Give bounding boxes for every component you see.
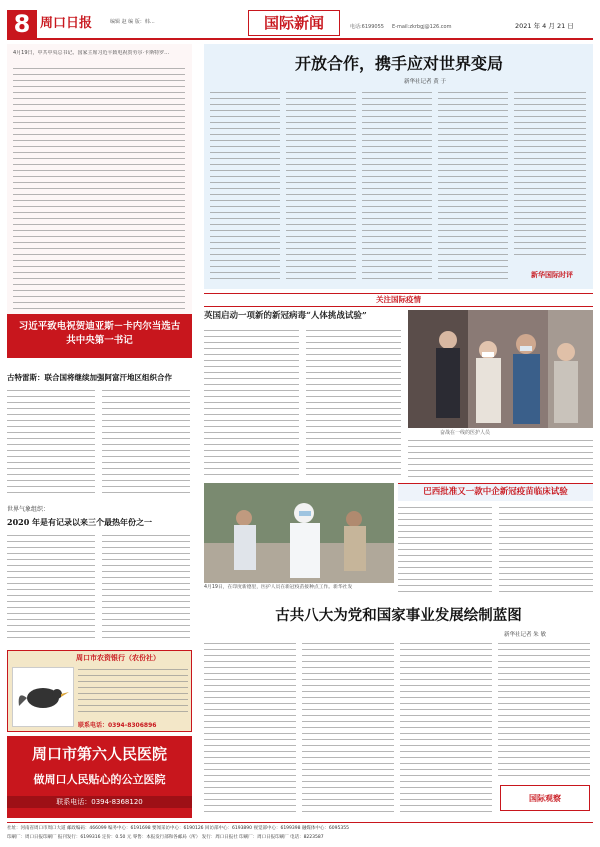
lead-article-col-4 xyxy=(438,92,508,282)
weather-article-col-1 xyxy=(7,535,95,643)
lead-article xyxy=(204,44,593,289)
weather-article xyxy=(7,505,192,645)
uk-article-title: 英国启动一项新的新冠病毒“人体挑战试验” xyxy=(204,311,367,321)
lead-article-col-1 xyxy=(210,92,280,282)
brazil-article-col-1 xyxy=(398,507,492,597)
lead-article-col-5 xyxy=(514,92,586,262)
lead-article-title: 开放合作，携手应对世界变局 xyxy=(294,54,503,73)
header-email: E-mail:zkrbgj@126.com xyxy=(392,24,452,30)
cuba-article-col-4 xyxy=(498,643,590,778)
page-header xyxy=(0,0,600,42)
uk-article-col-3 xyxy=(408,440,593,480)
shop-ad-phone: 联系电话：0394-8306896 xyxy=(78,722,157,729)
afghan-article xyxy=(7,372,192,502)
shop-ad xyxy=(7,650,192,732)
uk-article-col-2 xyxy=(306,330,401,480)
afghan-article-title: 古特雷斯：联合国将继续加强阿富汗地区组织合作 xyxy=(7,373,172,382)
left-intro-date-line: 4月19日，中共中央总书记、国家主席习近平致电祝贺劳尔·卡斯特罗… xyxy=(13,50,170,56)
afghan-article-col-2 xyxy=(102,390,190,500)
masked-people-photo xyxy=(408,310,593,428)
covid-section-label-text: 关注国际疫情 xyxy=(376,295,421,304)
shop-ad-photo xyxy=(12,667,74,727)
cuba-article-col-2 xyxy=(302,643,394,815)
cuba-article-byline: 新华社记者 朱 敏 xyxy=(504,632,546,638)
brazil-article-col-2 xyxy=(499,507,593,597)
hospital-ad-phone: 联系电话：0394-8368120 xyxy=(7,796,192,808)
header-rule xyxy=(7,38,593,40)
left-intro-body xyxy=(13,68,185,313)
header-date: 2021 年 4 月 21 日 xyxy=(515,22,574,30)
header-phone: 电话:6199055 xyxy=(350,24,384,30)
page-number: 8 xyxy=(13,10,31,38)
editor-line: 编辑 赵 编 版：韩… xyxy=(110,19,155,25)
india-photo xyxy=(204,483,394,583)
uk-article-col-1 xyxy=(204,330,299,480)
brazil-title-band xyxy=(398,483,593,501)
paper-name: 周口日报 xyxy=(40,16,93,31)
brazil-article-title: 巴西批准又一款中企新冠疫苗临床试验 xyxy=(423,487,568,497)
lead-article-tagline: 新华国际时评 xyxy=(531,271,573,279)
health-workers-photo xyxy=(204,483,394,583)
covid-section-label xyxy=(204,293,593,307)
lead-article-col-2 xyxy=(286,92,356,282)
cuba-article-title: 古共八大为党和国家事业发展绘制蓝图 xyxy=(275,607,522,624)
cuba-article-col-3 xyxy=(400,643,492,815)
uk-article-photo xyxy=(408,310,593,428)
section-title-text: 国际新闻 xyxy=(263,14,324,32)
hospital-ad xyxy=(7,736,192,818)
lead-article-byline: 新华社记者 黄 于 xyxy=(404,79,446,85)
weather-article-col-2 xyxy=(102,535,190,643)
weather-article-org: 世界气象组织： xyxy=(7,506,50,513)
footer-line-1: 社址：河南省周口市周口大道 邮政编码：466099 编务中心：6191698 要闻采访中心：6190126 回访部中心：6193890 视觉部中心：6199398 融媒体中心：6095355 xyxy=(7,826,349,831)
page-number-block xyxy=(7,10,37,38)
section-title xyxy=(248,10,340,36)
uk-article xyxy=(204,310,404,480)
bird-logo-icon xyxy=(13,668,73,726)
hospital-ad-slogan: 做周口人民贴心的公立医院 xyxy=(33,773,166,786)
india-photo-caption: 4月19日，在印度新德里，医护人员在新冠疫苗接种点工作。新华社发 xyxy=(204,585,353,590)
lead-article-col-3 xyxy=(362,92,432,282)
side-box xyxy=(500,785,590,811)
side-box-label: 国际观察 xyxy=(529,793,561,803)
footer-rule xyxy=(7,822,593,823)
shop-ad-name: 周口市农资银行（农份社） xyxy=(76,653,160,662)
cuba-article-col-1 xyxy=(204,643,296,815)
brazil-article xyxy=(398,483,593,598)
weather-article-title: 2020 年是有记录以来三个最热年份之一 xyxy=(7,517,153,527)
cuba-article xyxy=(204,605,593,820)
afghan-article-col-1 xyxy=(7,390,95,500)
shop-ad-body xyxy=(78,669,188,715)
footer-line-2: 印刷厂：周口日报印刷厂 报刊发行：6199316 定价：0.50 元 零售：本报发行部和各邮局（所） 发行：周口日报社 印刷厂：周口日报印刷厂 电话：8223587 xyxy=(7,835,324,840)
hospital-ad-title: 周口市第六人民医院 xyxy=(31,745,167,763)
left-intro-headline-box xyxy=(7,314,192,358)
left-intro-column xyxy=(7,44,192,314)
left-intro-headline: 习近平致电祝贺迪亚斯－卡内尔当选古共中央第一书记 xyxy=(18,321,181,346)
uk-photo-caption: 奋战在一线的医护人员 xyxy=(440,430,491,436)
